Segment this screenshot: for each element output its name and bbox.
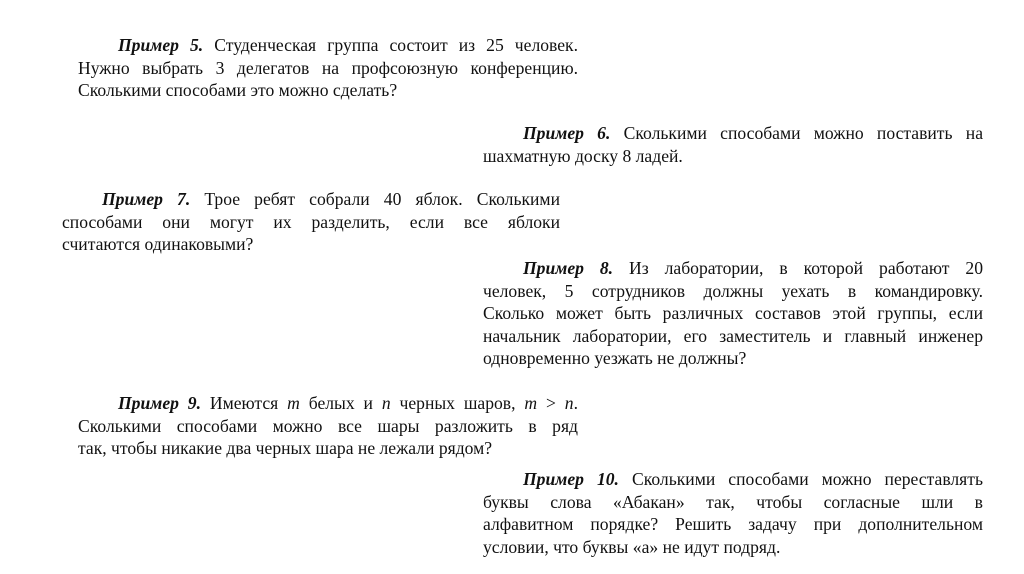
- variable-n: n: [381, 393, 391, 413]
- example-10: [483, 468, 983, 558]
- example-8-line-5: одновременно уезжать не должны?: [483, 348, 747, 369]
- example-10-line-2: буквы слова «Абакан» так, чтобы согласные шли в: [483, 491, 983, 512]
- example-5-line-1: Пример 5. Студенческая группа состоит из 25 человек.: [118, 35, 578, 55]
- example-5-line-3: Сколькими способами это можно сделать?: [78, 80, 398, 101]
- example-8: [483, 257, 983, 370]
- example-8-line-3: Сколько может быть различных составов этой группы, если: [483, 303, 983, 324]
- example-7-line-2: способами они могут их разделить, если все яблоки: [62, 211, 560, 232]
- example-9-line-2: Сколькими способами можно все шары разложить в ряд: [78, 415, 578, 436]
- example-6-line-1: Пример 6. Сколькими способами можно поставить на: [523, 123, 984, 143]
- example-6: [483, 122, 983, 167]
- example-8-line-2: человек, 5 сотрудников должны уехать в командировку.: [483, 280, 983, 301]
- example-7-line-1: Пример 7. Трое ребят собрали 40 яблок. Сколькими: [102, 189, 560, 209]
- example-10-line-4: условии, что буквы «а» не идут подряд.: [483, 536, 781, 557]
- variable-n-2: n: [564, 393, 574, 413]
- example-7-line-3: считаются одинаковыми?: [62, 234, 254, 255]
- example-5-line-2: Нужно выбрать 3 делегатов на профсоюзную конференцию.: [78, 57, 578, 78]
- example-5: [78, 34, 578, 102]
- example-6-line-2: шахматную доску 8 ладей.: [483, 145, 683, 166]
- example-8-lead: Пример 8.: [523, 258, 614, 278]
- example-10-line-1: Пример 10. Сколькими способами можно переставлять: [523, 469, 983, 489]
- example-6-lead: Пример 6.: [523, 123, 611, 143]
- example-10-line-3: алфавитном порядке? Решить задачу при дополнительном: [483, 514, 983, 535]
- example-9-line-3: так, чтобы никакие два черных шара не лежали рядом?: [78, 438, 493, 459]
- variable-m-2: m: [524, 393, 538, 413]
- example-7: [62, 188, 560, 256]
- example-8-line-1: Пример 8. Из лаборатории, в которой работают 20: [523, 258, 983, 278]
- example-10-lead: Пример 10.: [523, 469, 619, 489]
- example-7-lead: Пример 7.: [102, 189, 191, 209]
- variable-m: m: [287, 393, 300, 413]
- example-8-line-4: начальник лаборатории, его заместитель и главный инженер: [483, 325, 983, 346]
- example-9-lead: Пример 9.: [118, 393, 201, 413]
- example-9-line-1: Пример 9. Имеются m белых и n черных шаров, m > n.: [118, 393, 578, 413]
- example-9: [78, 392, 578, 460]
- example-5-lead: Пример 5.: [118, 35, 204, 55]
